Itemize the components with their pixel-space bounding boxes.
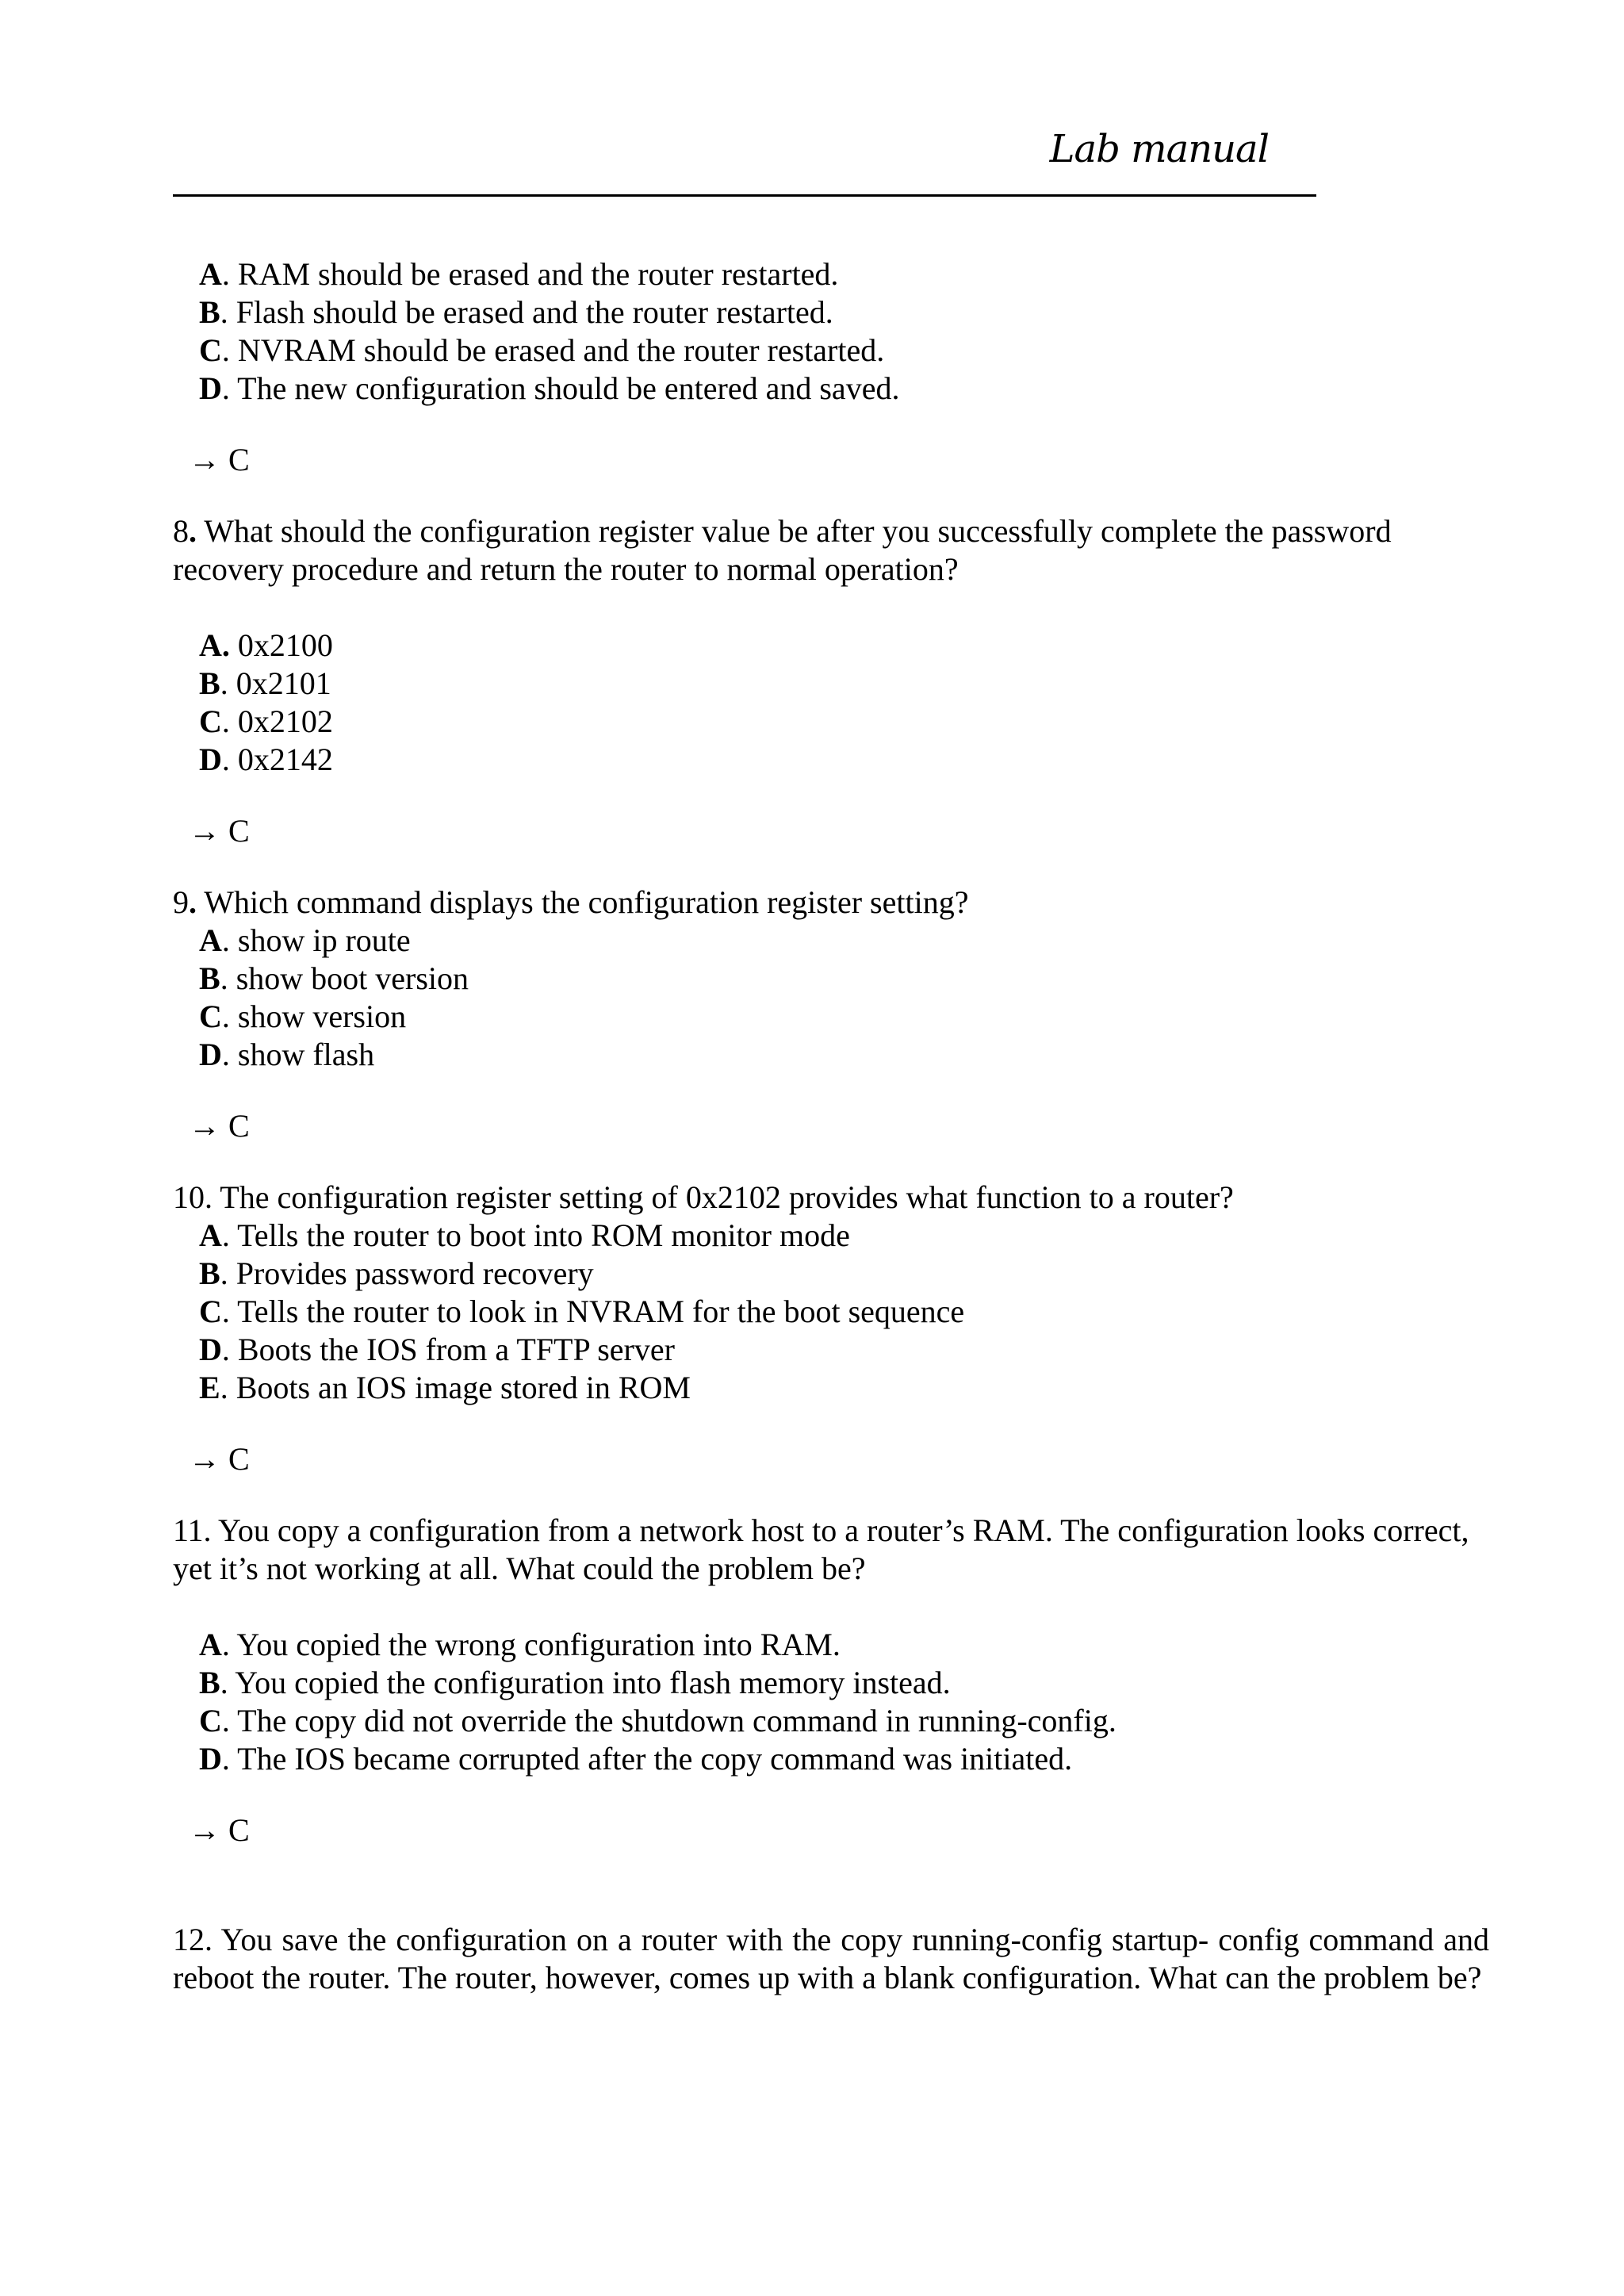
arrow-right-icon: → (189, 1812, 220, 1848)
question-10: 10. The configuration register setting of 0x2102 provides what function to a router? (173, 1179, 1234, 1215)
option-d: D. show flash (199, 1037, 375, 1072)
option-d: D. The new configuration should be entered and saved. (199, 370, 900, 406)
answer-q10 (173, 1440, 1489, 1478)
document-content (173, 255, 1489, 1997)
option-a: A. 0x2100 (199, 627, 333, 663)
option-c: C. 0x2102 (199, 703, 333, 739)
option-a: A. Tells the router to boot into ROM monitor mode (199, 1217, 850, 1253)
option-b: B. Provides password recovery (199, 1255, 594, 1291)
option-a: A. You copied the wrong configuration into RAM. (199, 1627, 841, 1662)
page-header (173, 119, 1316, 197)
header-title: Lab manual (1049, 127, 1269, 171)
question-11: 11. You copy a configuration from a network host to a router’s RAM. The configuration looks correct, yet it’s not working at all. What could the problem be? (173, 1512, 1469, 1586)
options-list-q9 (173, 922, 1489, 1074)
answer-q11 (173, 1811, 1489, 1849)
option-c: C. NVRAM should be erased and the router restarted. (199, 332, 885, 368)
question-9: 9. Which command displays the configuration register setting? (173, 884, 969, 920)
option-b: B. 0x2101 (199, 665, 331, 701)
answer-q8 (173, 812, 1489, 850)
arrow-right-icon: → (189, 813, 220, 849)
options-list-q11 (173, 1626, 1489, 1778)
option-e: E. Boots an IOS image stored in ROM (199, 1370, 691, 1405)
option-d: D. Boots the IOS from a TFTP server (199, 1332, 675, 1367)
option-c: C. Tells the router to look in NVRAM for the boot sequence (199, 1294, 965, 1329)
options-list-q10 (173, 1217, 1489, 1407)
answer-q7 (173, 441, 1489, 479)
question-12: 12. You save the configuration on a router with the copy running-config startup- config command and reboot the router. The router, however, comes up with a blank configuration. What can the problem be? (173, 1922, 1489, 1995)
answer-letter: C (228, 1441, 250, 1477)
arrow-right-icon: → (189, 1108, 220, 1144)
option-c: C. show version (199, 999, 407, 1034)
option-b: B. show boot version (199, 960, 469, 996)
arrow-right-icon: → (189, 1441, 220, 1477)
answer-letter: C (228, 1108, 250, 1144)
answer-letter: C (228, 1812, 250, 1848)
option-b: B. Flash should be erased and the router restarted. (199, 294, 833, 330)
option-b: B. You copied the configuration into flash memory instead. (199, 1665, 951, 1700)
answer-q9 (173, 1107, 1489, 1145)
options-list-q8 (173, 627, 1489, 779)
question-8: 8. What should the configuration register value be after you successfully complete the password recovery procedure and return the router to normal operation? (173, 513, 1392, 587)
option-d: D. 0x2142 (199, 742, 333, 777)
arrow-right-icon: → (189, 442, 220, 477)
answer-letter: C (228, 442, 250, 477)
options-list-q7 (173, 255, 1489, 408)
option-a: A. RAM should be erased and the router restarted. (199, 256, 839, 292)
option-a: A. show ip route (199, 922, 411, 958)
option-d: D. The IOS became corrupted after the copy command was initiated. (199, 1741, 1073, 1777)
answer-letter: C (228, 813, 250, 849)
option-c: C. The copy did not override the shutdown command in running-config. (199, 1703, 1116, 1738)
